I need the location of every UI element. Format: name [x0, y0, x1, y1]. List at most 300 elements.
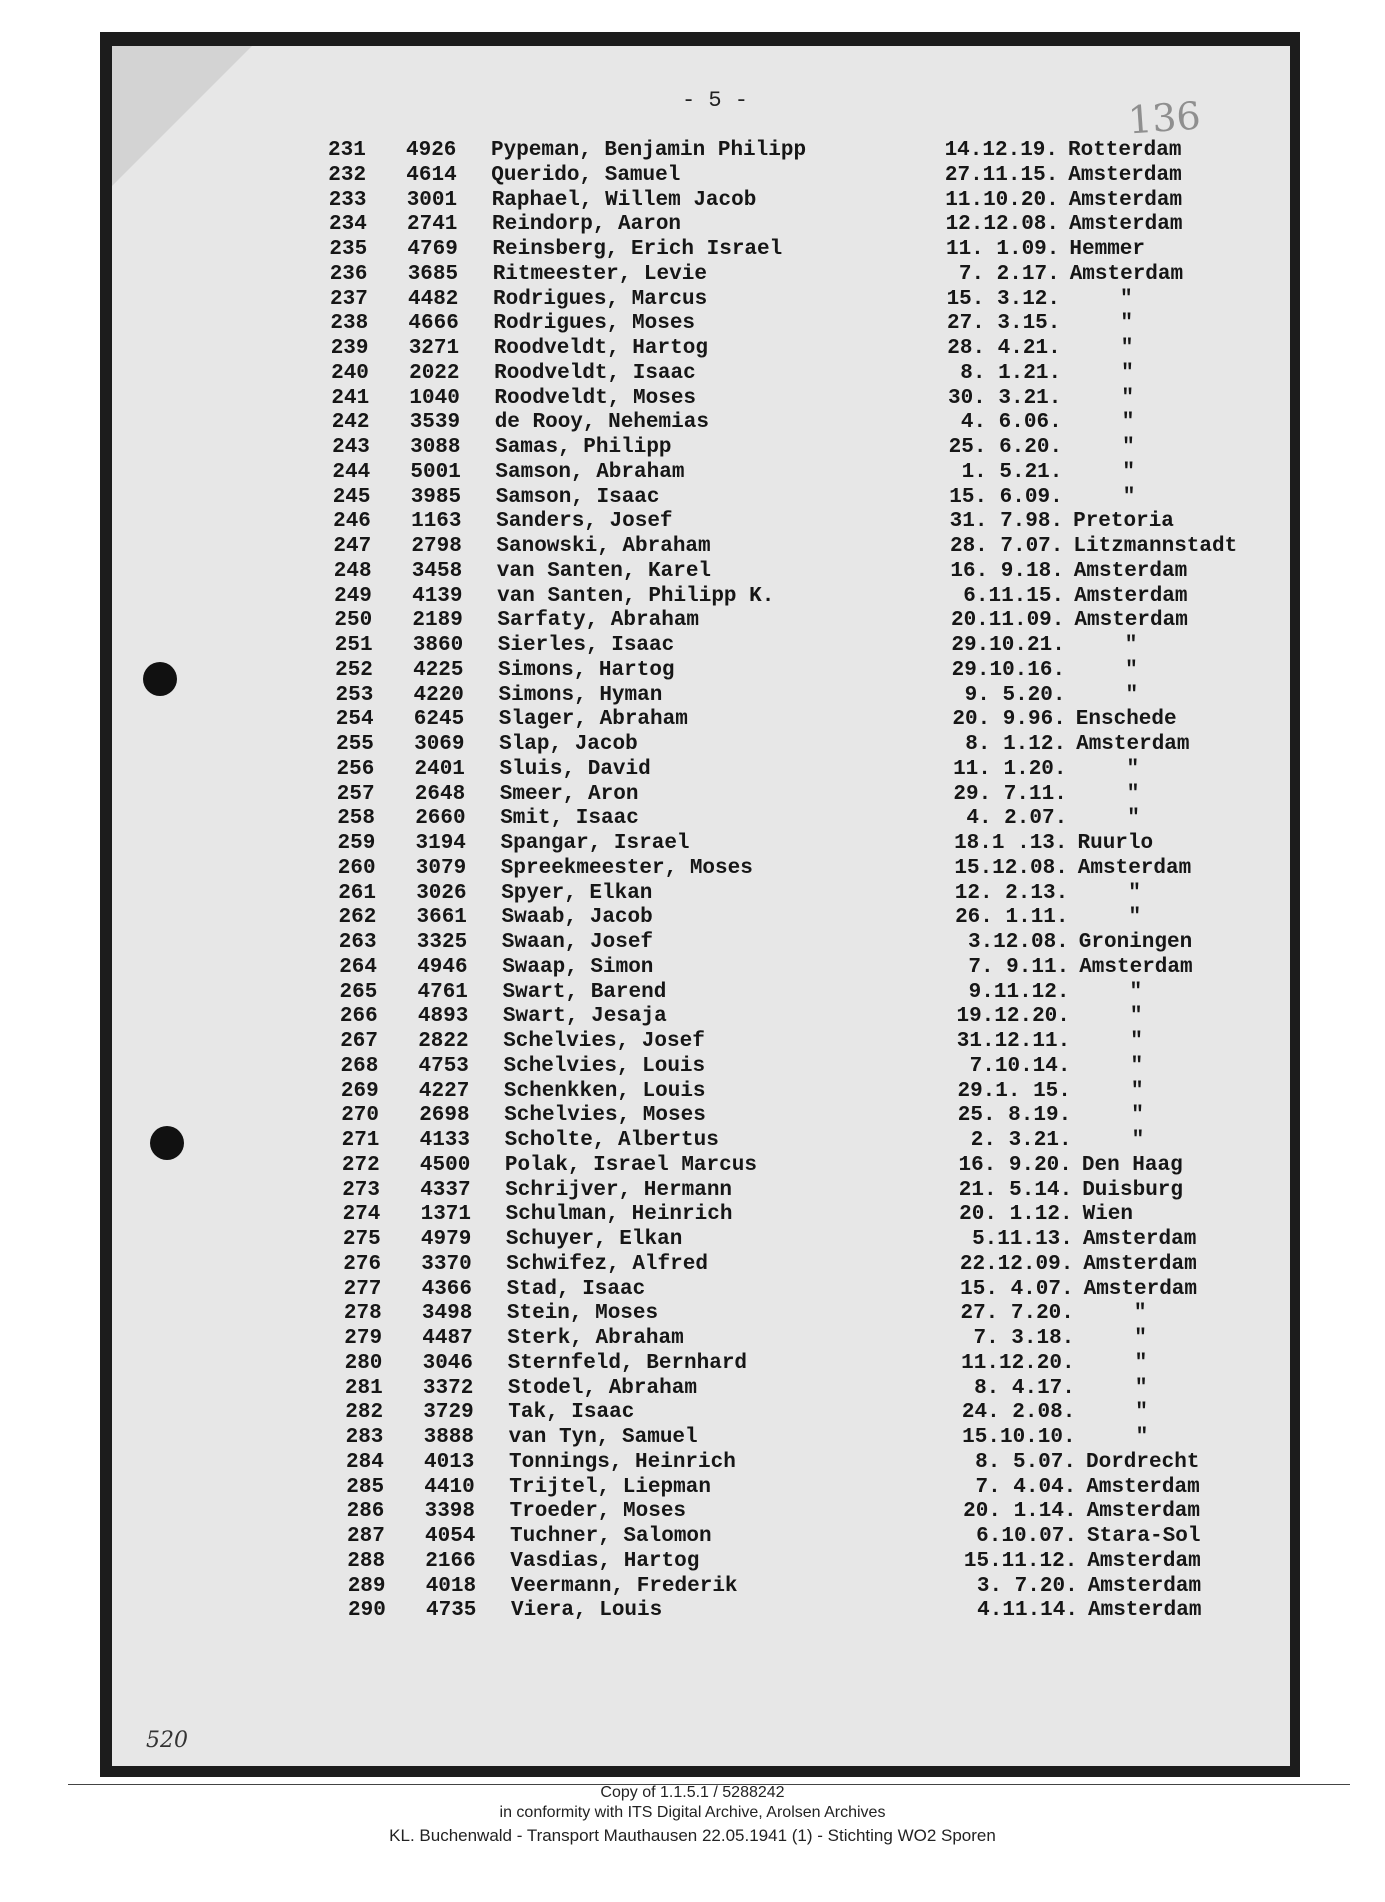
birth-date: 27. 3.15.	[946, 312, 1061, 336]
row-number: 251	[334, 634, 373, 657]
birth-place: "	[1121, 411, 1135, 435]
birth-place: Pretoria	[1073, 510, 1174, 534]
birth-date: 8. 1.21.	[960, 361, 1062, 385]
row-number: 278	[343, 1302, 382, 1326]
row-number: 246	[333, 510, 371, 534]
list-row	[343, 1253, 1343, 1277]
prisoner-name: Schrijver, Hermann	[505, 1178, 733, 1202]
birth-date: 12.12.08.	[945, 213, 1059, 237]
list-row	[348, 1575, 1348, 1599]
prisoner-name: Stodel, Abraham	[507, 1376, 697, 1400]
prisoner-name: Swart, Barend	[502, 980, 667, 1004]
list-row	[347, 1500, 1347, 1524]
list-row	[343, 1203, 1343, 1227]
birth-place: "	[1134, 1351, 1148, 1375]
birth-date: 7.10.14.	[969, 1054, 1071, 1078]
birth-date: 29.10.16.	[951, 658, 1066, 682]
prisoner-name: Schelvies, Louis	[503, 1054, 706, 1078]
row-number: 232	[328, 163, 367, 187]
birth-date: 3.12.08.	[967, 931, 1069, 954]
birth-place: "	[1120, 337, 1134, 360]
prisoner-number: 4018	[425, 1574, 477, 1598]
birth-place: Dordrecht	[1086, 1450, 1200, 1474]
row-number: 280	[344, 1351, 383, 1375]
birth-date: 19.12.20.	[956, 1005, 1070, 1029]
prisoner-name: Sierles, Isaac	[497, 634, 675, 657]
prisoner-number: 3046	[422, 1351, 474, 1375]
list-row	[334, 585, 1334, 609]
birth-place: "	[1120, 312, 1133, 336]
prisoner-name: Schuyer, Elkan	[505, 1228, 683, 1251]
list-row	[337, 807, 1337, 831]
handwritten-note: 520	[146, 1728, 188, 1753]
row-number: 243	[332, 436, 370, 459]
birth-place: Amsterdam	[1087, 1549, 1201, 1573]
birth-place: "	[1130, 1030, 1143, 1053]
prisoner-number: 3729	[423, 1401, 474, 1425]
row-number: 286	[346, 1500, 385, 1524]
birth-date: 7. 2.17.	[958, 262, 1060, 286]
prisoner-number: 4013	[424, 1450, 475, 1474]
list-row	[329, 213, 1329, 237]
prisoner-number: 4893	[417, 1005, 469, 1029]
prisoner-number: 3498	[421, 1302, 473, 1326]
birth-date: 16. 9.20.	[958, 1153, 1072, 1177]
prisoner-name: Tuchner, Salomon	[510, 1525, 712, 1548]
birth-date: 6.11.15.	[963, 584, 1065, 608]
row-number: 267	[340, 1030, 378, 1053]
birth-date: 21. 5.14.	[958, 1178, 1073, 1202]
prisoner-number: 4500	[419, 1153, 471, 1177]
prisoner-number: 4366	[421, 1277, 473, 1301]
prisoner-name: Polak, Israel Marcus	[504, 1153, 757, 1177]
birth-place: Amsterdam	[1074, 584, 1188, 608]
list-row	[331, 337, 1331, 361]
prisoner-name: Raphael, Willem Jacob	[491, 188, 757, 212]
prisoner-number: 4337	[420, 1178, 471, 1202]
row-number: 282	[345, 1401, 384, 1425]
row-number: 256	[336, 757, 375, 781]
row-number: 289	[347, 1574, 386, 1598]
birth-place: Amsterdam	[1069, 213, 1183, 237]
row-number: 259	[337, 832, 376, 855]
prisoner-name: de Rooy, Nehemias	[494, 411, 709, 435]
prisoner-name: van Tyn, Samuel	[508, 1426, 698, 1449]
birth-place: "	[1133, 1302, 1147, 1326]
birth-date: 28. 4.21.	[947, 337, 1061, 360]
birth-date: 15.11.12.	[963, 1549, 1078, 1573]
list-row	[339, 931, 1339, 955]
birth-date: 22.12.09.	[959, 1252, 1074, 1276]
birth-date: 4. 6.06.	[960, 411, 1062, 435]
prisoner-number: 2660	[415, 807, 466, 831]
prisoner-number: 3079	[415, 856, 467, 880]
birth-date: 27. 7.20.	[960, 1302, 1074, 1326]
birth-date: 28. 7.07.	[949, 535, 1064, 558]
prisoner-name: Sterk, Abraham	[507, 1327, 684, 1350]
punch-hole-top	[143, 662, 177, 696]
prisoner-number: 3325	[416, 931, 468, 954]
birth-place: Amsterdam	[1083, 1277, 1198, 1301]
birth-place: Den Haag	[1081, 1153, 1183, 1177]
birth-date: 15.12.08.	[954, 856, 1068, 880]
row-number: 236	[329, 262, 368, 286]
list-row	[347, 1525, 1347, 1549]
list-row	[338, 857, 1338, 881]
list-row	[335, 634, 1335, 658]
prisoner-name: Sanders, Josef	[496, 510, 673, 534]
row-number: 252	[335, 658, 373, 682]
prisoner-number: 3001	[406, 188, 458, 212]
birth-place: "	[1121, 361, 1134, 385]
birth-date: 6.10.07.	[976, 1525, 1077, 1548]
prisoner-number: 2741	[407, 213, 458, 237]
prisoner-name: Rodrigues, Moses	[493, 312, 696, 336]
birth-place: "	[1131, 1104, 1144, 1128]
birth-place: "	[1122, 436, 1135, 459]
prisoner-name: Pypeman, Benjamin Philipp	[491, 139, 807, 162]
prisoner-number: 4666	[408, 312, 459, 336]
row-number: 244	[332, 460, 371, 484]
list-row	[341, 1104, 1341, 1128]
prisoner-number: 3194	[415, 832, 466, 855]
row-number: 258	[337, 807, 375, 831]
prisoner-number: 2166	[425, 1549, 476, 1573]
prisoner-name: Stein, Moses	[506, 1302, 659, 1326]
birth-date: 31.12.11.	[956, 1030, 1071, 1053]
list-row	[338, 832, 1338, 856]
prisoner-number: 3860	[412, 634, 464, 657]
prisoner-number: 4926	[406, 139, 457, 162]
prisoner-number: 4220	[413, 683, 464, 707]
birth-date: 30. 3.21.	[947, 386, 1062, 410]
birth-date: 25. 8.19.	[957, 1104, 1072, 1128]
list-row	[328, 139, 1328, 163]
row-number: 268	[340, 1054, 379, 1078]
prisoner-number: 3458	[411, 559, 463, 583]
prisoner-number: 4753	[418, 1054, 469, 1078]
row-number: 272	[341, 1153, 380, 1177]
row-number: 264	[339, 955, 377, 979]
birth-date: 11.10.20.	[945, 188, 1059, 212]
row-number: 247	[333, 535, 372, 558]
birth-place: "	[1129, 980, 1143, 1004]
prisoner-name: Schelvies, Moses	[504, 1104, 706, 1128]
prisoner-number: 5001	[410, 460, 461, 484]
list-row	[348, 1599, 1348, 1623]
prisoner-number: 4054	[425, 1525, 476, 1548]
prisoner-number: 2401	[414, 757, 465, 781]
prisoner-number: 3539	[409, 411, 461, 435]
birth-date: 20.11.09.	[950, 609, 1065, 633]
prisoner-name: Samson, Abraham	[495, 460, 685, 484]
prisoner-number: 3069	[414, 733, 465, 756]
prisoner-number: 6245	[413, 708, 465, 732]
prisoner-number: 3370	[421, 1252, 472, 1276]
folded-corner	[112, 46, 252, 186]
birth-date: 20. 9.96.	[952, 708, 1066, 732]
birth-place: Amsterdam	[1079, 955, 1193, 979]
row-number: 269	[340, 1079, 379, 1103]
prisoner-number: 4769	[407, 238, 458, 261]
birth-date: 26. 1.11.	[955, 906, 1069, 930]
birth-date: 4.11.14.	[977, 1599, 1078, 1623]
row-number: 288	[347, 1549, 386, 1573]
list-row	[332, 461, 1332, 485]
row-number: 245	[332, 485, 371, 509]
birth-place: Duisburg	[1082, 1178, 1184, 1202]
prisoner-number: 3685	[407, 262, 459, 286]
birth-date: 31. 7.98.	[949, 510, 1064, 534]
row-number: 285	[346, 1475, 385, 1499]
row-number: 249	[334, 584, 372, 608]
row-number: 231	[328, 139, 366, 162]
punch-hole-bottom	[150, 1126, 184, 1160]
list-row	[335, 659, 1335, 683]
prisoner-name: Roodveldt, Moses	[494, 386, 697, 410]
prisoner-number: 4482	[408, 287, 459, 311]
birth-place: "	[1126, 782, 1140, 806]
prisoner-name: Spreekmeester, Moses	[500, 856, 753, 880]
list-row	[329, 189, 1329, 213]
birth-place: "	[1134, 1327, 1147, 1350]
prisoner-name: Reinsberg, Erich Israel	[492, 238, 783, 261]
prisoner-number: 4225	[413, 658, 464, 682]
row-number: 266	[339, 1005, 378, 1029]
prisoner-number: 4735	[426, 1599, 477, 1623]
prisoner-name: Scholte, Albertus	[504, 1129, 719, 1152]
list-row	[333, 535, 1333, 559]
birth-date: 11. 1.09.	[945, 238, 1060, 261]
list-row	[343, 1228, 1343, 1252]
row-number: 274	[342, 1203, 381, 1227]
row-number: 270	[341, 1104, 379, 1128]
row-number: 237	[330, 287, 368, 311]
prisoner-name: Swaan, Josef	[501, 931, 654, 954]
prisoner-name: Samas, Philipp	[495, 436, 672, 459]
prisoner-number: 3088	[410, 436, 461, 459]
list-row	[331, 362, 1331, 386]
birth-place: Groningen	[1078, 931, 1193, 954]
birth-date: 7. 3.18.	[973, 1327, 1075, 1350]
prisoner-number: 4979	[420, 1228, 472, 1251]
birth-date: 27.11.15.	[944, 163, 1059, 187]
list-row	[345, 1352, 1345, 1376]
stamp-number: 136	[1126, 93, 1202, 143]
birth-date: 18.1 .13.	[954, 832, 1068, 855]
list-row	[336, 708, 1336, 732]
birth-date: 7. 9.11.	[968, 955, 1070, 979]
prisoner-name: Spangar, Israel	[500, 832, 690, 855]
birth-date: 15. 3.12.	[946, 287, 1060, 311]
list-row	[340, 1030, 1340, 1054]
prisoner-number: 2822	[418, 1030, 469, 1053]
birth-place: "	[1134, 1376, 1148, 1400]
birth-date: 8. 4.17.	[974, 1376, 1075, 1400]
birth-date: 24. 2.08.	[961, 1401, 1076, 1425]
birth-place: "	[1125, 658, 1138, 682]
prisoner-name: Smeer, Aron	[499, 782, 639, 806]
prisoner-number: 1163	[411, 510, 462, 534]
prisoner-name: Schenkken, Louis	[503, 1079, 706, 1103]
prisoner-number: 3026	[416, 881, 467, 905]
prisoner-name: Roodveldt, Isaac	[494, 361, 696, 385]
birth-place: "	[1128, 881, 1141, 905]
birth-place: Enschede	[1075, 708, 1177, 732]
prisoner-number: 2189	[412, 609, 463, 633]
list-row	[330, 312, 1330, 336]
list-row	[346, 1451, 1346, 1475]
birth-place: Amsterdam	[1076, 733, 1190, 756]
prisoner-number: 4227	[418, 1079, 470, 1103]
footer-source: KL. Buchenwald - Transport Mauthausen 22.05.1941 (1) - Stichting WO2 Sporen	[389, 1826, 996, 1845]
list-row	[342, 1129, 1342, 1153]
list-row	[331, 387, 1331, 411]
birth-place: Amsterdam	[1086, 1500, 1201, 1524]
birth-place: "	[1135, 1401, 1148, 1425]
prisoner-number: 4133	[419, 1129, 471, 1152]
birth-place: Amsterdam	[1074, 609, 1188, 633]
row-number: 257	[336, 782, 375, 806]
birth-place: "	[1120, 287, 1133, 311]
row-number: 233	[328, 188, 367, 212]
list-row	[332, 411, 1332, 435]
birth-date: 29. 7.11.	[953, 782, 1067, 806]
prisoner-name: Querido, Samuel	[491, 163, 681, 187]
birth-date: 15.10.10.	[962, 1426, 1076, 1449]
prisoner-name: Samson, Isaac	[495, 485, 660, 509]
birth-place: Amsterdam	[1082, 1228, 1197, 1251]
birth-date: 8. 1.12.	[965, 733, 1067, 756]
row-number: 235	[329, 238, 368, 261]
prisoner-number: 4139	[412, 584, 463, 608]
list-row	[328, 164, 1328, 188]
list-row	[337, 758, 1337, 782]
birth-place: Amsterdam	[1083, 1252, 1197, 1276]
prisoner-name: Roodveldt, Hartog	[493, 337, 708, 360]
prisoner-name: Sluis, David	[499, 757, 651, 781]
list-row	[344, 1302, 1344, 1326]
prisoner-name: Tonnings, Heinrich	[509, 1450, 736, 1474]
birth-place: "	[1129, 1005, 1143, 1029]
page-number: - 5 -	[681, 88, 748, 113]
prisoner-number: 3398	[424, 1500, 476, 1524]
birth-place: Stara-Sol	[1087, 1525, 1201, 1548]
birth-place: Ruurlo	[1077, 832, 1154, 855]
list-row	[344, 1278, 1344, 1302]
row-number: 276	[343, 1252, 382, 1276]
birth-date: 5.11.13.	[972, 1228, 1073, 1251]
birth-date: 1. 5.21.	[961, 460, 1063, 484]
birth-place: Amsterdam	[1086, 1475, 1200, 1499]
list-row	[341, 1055, 1341, 1079]
birth-date: 20. 1.14.	[963, 1500, 1077, 1524]
birth-place: Amsterdam	[1088, 1599, 1202, 1623]
list-row	[337, 783, 1337, 807]
list-row	[347, 1550, 1347, 1574]
birth-date: 14.12.19.	[944, 139, 1058, 162]
list-row	[339, 956, 1339, 980]
row-number: 275	[342, 1228, 381, 1251]
row-number: 250	[334, 609, 373, 633]
birth-date: 7. 4.04.	[975, 1475, 1077, 1499]
row-number: 241	[331, 386, 370, 410]
list-row	[344, 1327, 1344, 1351]
birth-date: 4. 2.07.	[966, 807, 1068, 831]
birth-place: "	[1128, 906, 1142, 930]
birth-place: Amsterdam	[1069, 262, 1184, 286]
list-row	[340, 1005, 1340, 1029]
birth-date: 15. 6.09.	[949, 485, 1063, 509]
list-row	[336, 684, 1336, 708]
birth-date: 25. 6.20.	[948, 436, 1063, 459]
prisoner-number: 3271	[408, 337, 460, 360]
prisoner-number: 3372	[422, 1376, 474, 1400]
prisoner-number: 4410	[424, 1475, 475, 1499]
footer-conformity: in conformity with ITS Digital Archive, Arolsen Archives	[499, 1804, 886, 1821]
row-number: 283	[345, 1426, 384, 1449]
prisoner-number: 3888	[423, 1426, 475, 1449]
prisoner-name: Slap, Jacob	[499, 733, 638, 756]
birth-date: 8. 5.07.	[975, 1450, 1076, 1474]
birth-date: 11. 1.20.	[953, 757, 1067, 781]
list-row	[340, 981, 1340, 1005]
row-number: 290	[348, 1599, 386, 1623]
row-number: 284	[346, 1450, 384, 1474]
list-row	[346, 1476, 1346, 1500]
list-row	[345, 1401, 1345, 1425]
list-row	[332, 436, 1332, 460]
list-row	[342, 1179, 1342, 1203]
prisoner-name: Slager, Abraham	[498, 708, 688, 732]
birth-date: 29.1. 15.	[957, 1079, 1071, 1103]
prisoner-name: Sternfeld, Bernhard	[507, 1351, 748, 1375]
birth-date: 9.11.12.	[968, 980, 1070, 1004]
birth-place: "	[1130, 1079, 1144, 1103]
row-number: 255	[336, 733, 374, 756]
birth-place: Litzmannstadt	[1073, 535, 1238, 558]
list-row	[336, 733, 1336, 757]
prisoner-name: Smit, Isaac	[500, 807, 639, 831]
prisoner-name: Schelvies, Josef	[503, 1030, 705, 1053]
birth-place: "	[1131, 1129, 1145, 1152]
list-row	[345, 1377, 1345, 1401]
birth-date: 11.12.20.	[961, 1351, 1075, 1375]
birth-place: "	[1124, 634, 1138, 657]
birth-date: 20. 1.12.	[959, 1203, 1073, 1227]
prisoner-name: Viera, Louis	[511, 1599, 663, 1623]
row-number: 239	[330, 337, 369, 360]
list-row	[334, 609, 1334, 633]
prisoner-name: Tak, Isaac	[508, 1401, 635, 1425]
birth-place: "	[1121, 386, 1134, 410]
birth-date: 3. 7.20.	[976, 1574, 1078, 1598]
list-row	[330, 288, 1330, 312]
prisoner-name: Ritmeester, Levie	[492, 262, 707, 286]
prisoner-number: 2022	[409, 361, 460, 385]
row-number: 287	[347, 1525, 385, 1548]
prisoner-name: Sarfaty, Abraham	[497, 609, 700, 633]
birth-date: 16. 9.18.	[950, 559, 1064, 583]
row-number: 265	[339, 980, 378, 1004]
list-row	[346, 1426, 1346, 1450]
row-number: 261	[338, 881, 376, 905]
prisoner-number: 4614	[406, 163, 457, 187]
birth-place: "	[1125, 683, 1139, 707]
birth-place: Rotterdam	[1068, 139, 1182, 162]
row-number: 234	[329, 213, 367, 237]
birth-place: Hemmer	[1069, 238, 1146, 261]
